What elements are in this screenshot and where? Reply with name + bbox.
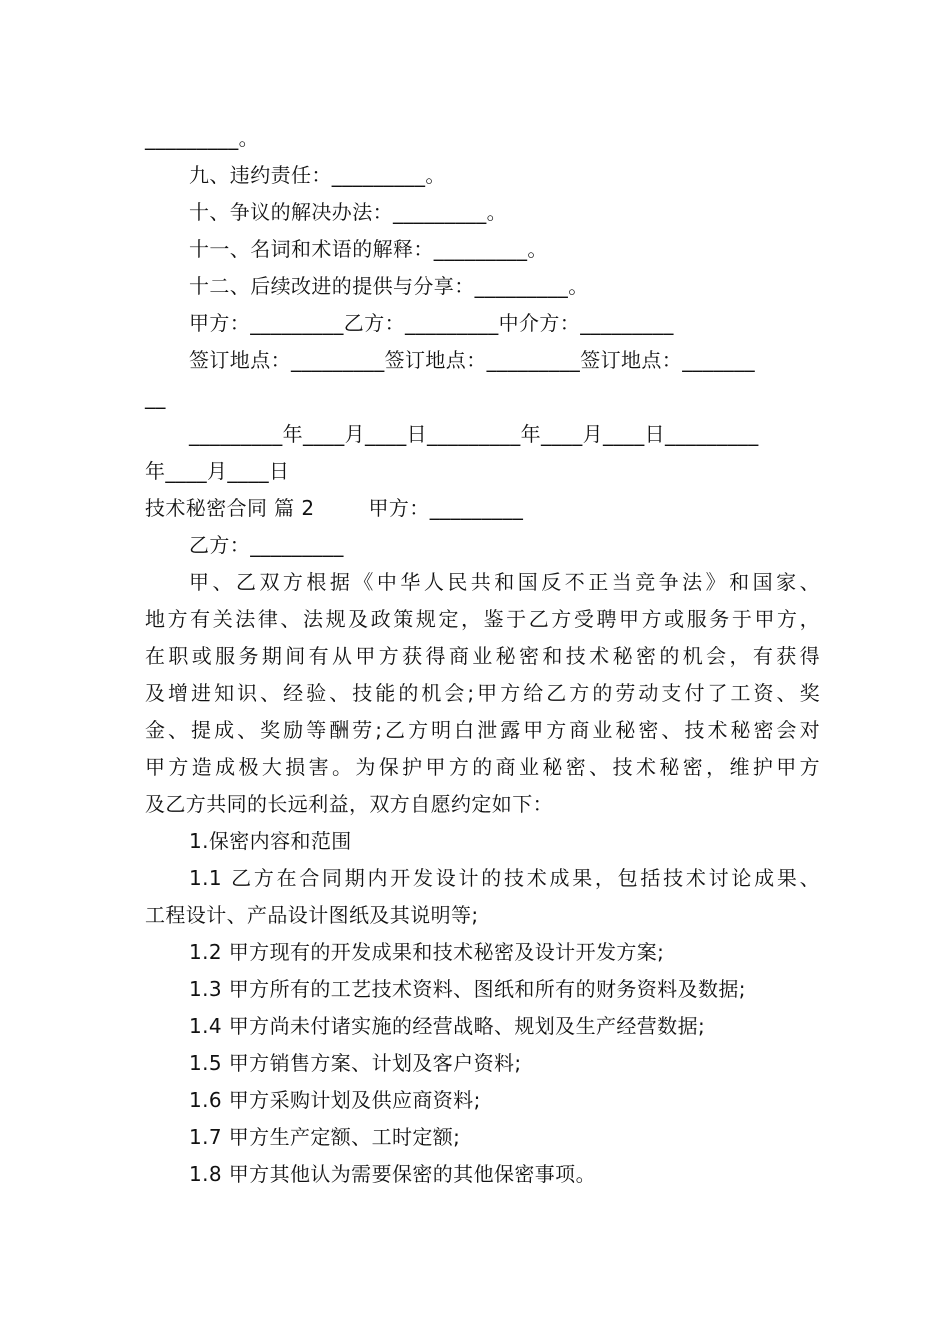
- preamble-line-1: 甲、乙双方根据《中华人民共和国反不正当竞争法》和国家、: [189, 570, 820, 594]
- signing-dates-continued: 年____月____日: [145, 459, 290, 483]
- party-b-field: 乙方：_________: [189, 533, 344, 557]
- item-1-7: 1.7 甲方生产定额、工时定额;: [189, 1125, 461, 1149]
- preamble-line-4: 及增进知识、经验、技能的机会;甲方给乙方的劳动支付了工资、奖: [145, 681, 820, 705]
- clause-ten: 十、争议的解决办法：_________。: [189, 200, 507, 224]
- clause-eleven: 十一、名词和术语的解释：_________。: [189, 237, 548, 261]
- contract-text: [145, 120, 820, 1193]
- clause-nine: 九、违约责任：_________。: [189, 163, 446, 187]
- signing-locations: 签订地点：_________签订地点：_________签订地点：_______: [189, 348, 755, 372]
- clause-twelve: 十二、后续改进的提供与分享：_________。: [189, 274, 589, 298]
- signing-locations-continued: __: [145, 385, 166, 409]
- section-confidential-scope: 1.保密内容和范围: [189, 829, 352, 853]
- preamble-line-5: 金、提成、奖励等酬劳;乙方明白泄露甲方商业秘密、技术秘密会对: [145, 718, 820, 742]
- contract-two-heading: 技术秘密合同 篇 2 甲方：_________: [145, 496, 524, 520]
- item-1-2: 1.2 甲方现有的开发成果和技术秘密及设计开发方案;: [189, 940, 665, 964]
- text-line-1: _________。: [145, 126, 259, 150]
- preamble-line-2: 地方有关法律、法规及政策规定，鉴于乙方受聘甲方或服务于甲方，: [145, 607, 820, 631]
- party-signatures: 甲方：_________乙方：_________中介方：_________: [189, 311, 674, 335]
- item-1-1-continued: 工程设计、产品设计图纸及其说明等;: [145, 903, 479, 927]
- item-1-3: 1.3 甲方所有的工艺技术资料、图纸和所有的财务资料及数据;: [189, 977, 746, 1001]
- preamble-line-7: 及乙方共同的长远利益，双方自愿约定如下：: [145, 792, 553, 816]
- item-1-1: 1.1 乙方在合同期内开发设计的技术成果，包括技术讨论成果、: [189, 866, 820, 890]
- signing-dates: _________年____月____日_________年____月____日_________: [189, 422, 759, 446]
- item-1-4: 1.4 甲方尚未付诸实施的经营战略、规划及生产经营数据;: [189, 1014, 706, 1038]
- item-1-5: 1.5 甲方销售方案、计划及客户资料;: [189, 1051, 522, 1075]
- item-1-6: 1.6 甲方采购计划及供应商资料;: [189, 1088, 481, 1112]
- preamble-line-3: 在职或服务期间有从甲方获得商业秘密和技术秘密的机会，有获得: [145, 644, 820, 668]
- item-1-8: 1.8 甲方其他认为需要保密的其他保密事项。: [189, 1162, 596, 1186]
- preamble-line-6: 甲方造成极大损害。为保护甲方的商业秘密、技术秘密，维护甲方: [145, 755, 820, 779]
